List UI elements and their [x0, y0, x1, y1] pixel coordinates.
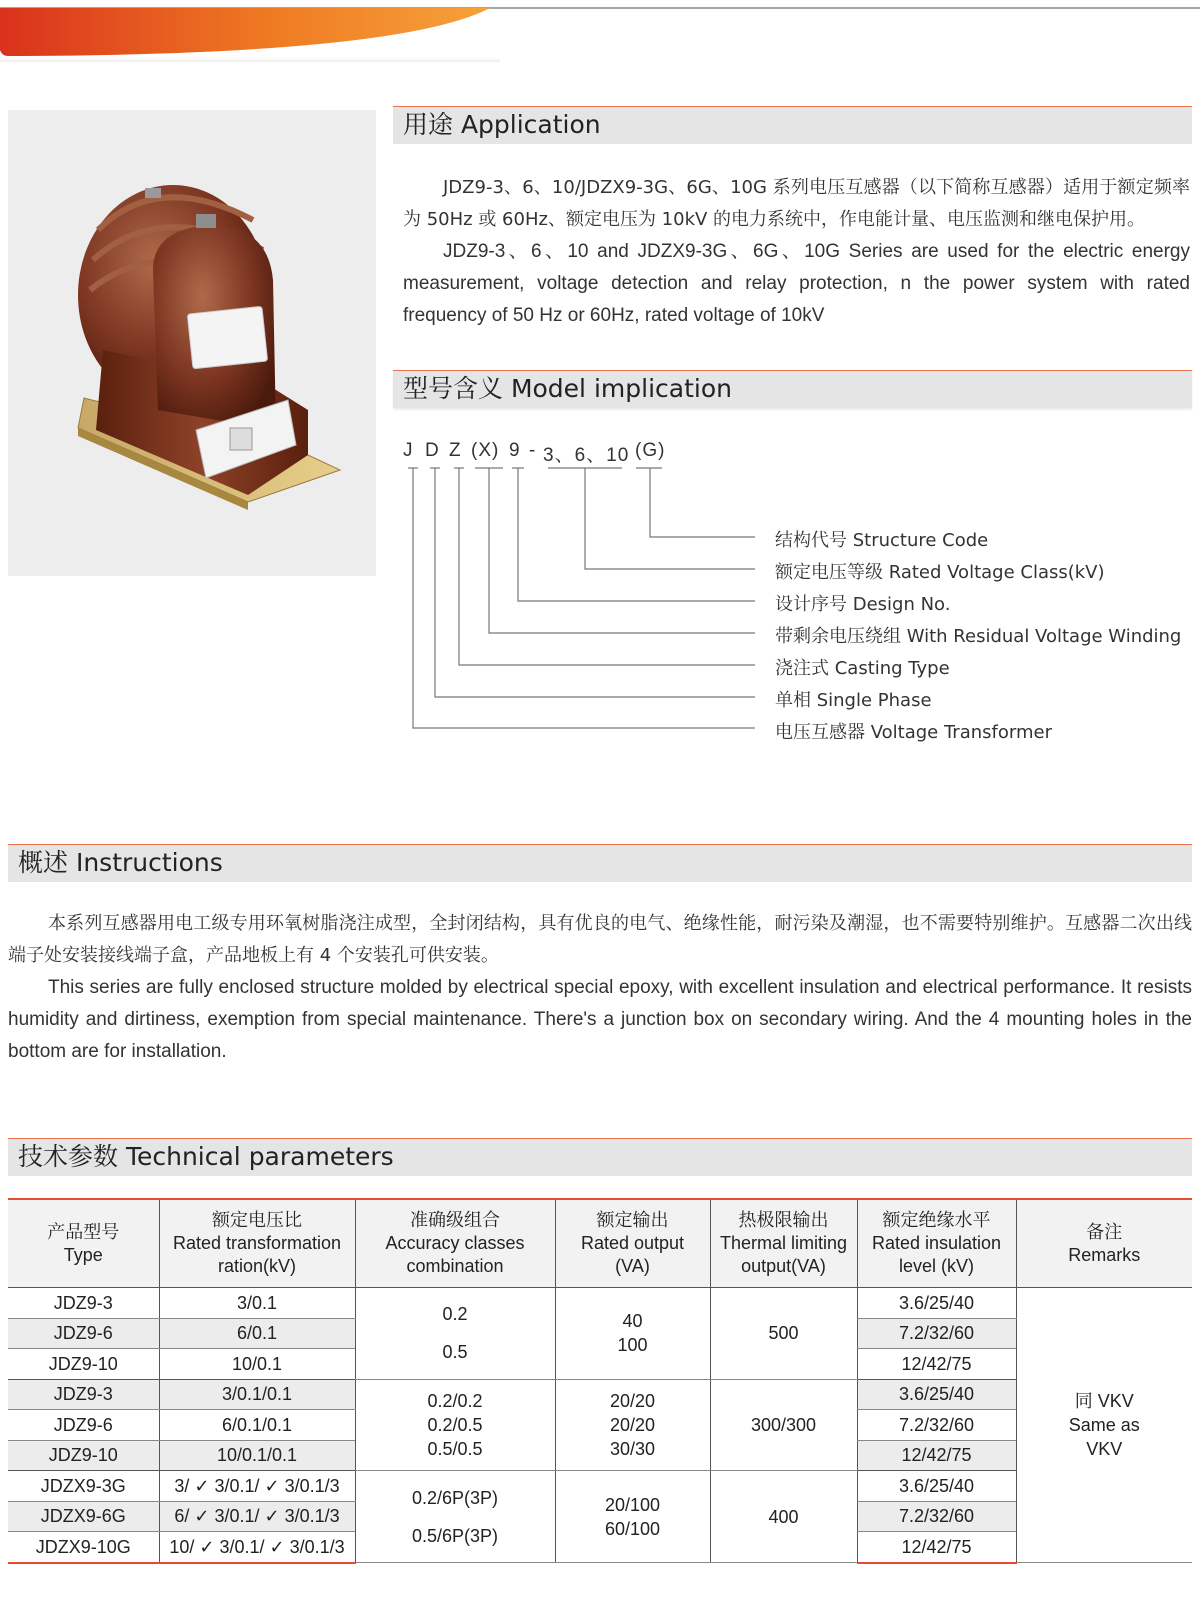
- instructions-text-en: This series are fully enclosed structure molded by electrical special epoxy, with excellent insulation and electrical performance. It resists humidity and dirtiness, exemption from special maintenance. There's a junction box on secondary wiring. And the 4 mounting holes in the bottom are for installation.: [8, 977, 1192, 1062]
- table-header-row: [8, 1199, 1192, 1288]
- label-design-no: 设计序号 Design No.: [775, 594, 951, 615]
- cell-type: JDZX9-10G: [8, 1532, 159, 1563]
- code-9: 9: [509, 440, 521, 461]
- cell-output-group-1: 40 100: [555, 1288, 710, 1380]
- cell-type: JDZ9-10: [8, 1440, 159, 1471]
- cell-type: JDZX9-3G: [8, 1471, 159, 1502]
- cell-insulation: 7.2/32/60: [857, 1501, 1016, 1532]
- instructions-text-cn: 本系列互感器用电工级专用环氧树脂浇注成型，全封闭结构，具有优良的电气、绝缘性能，耐污染及潮湿，也不需要特别维护。互感器二次出线端子处安装接线端子盒，产品地板上有 4 个安装孔可供安装。: [8, 913, 1192, 966]
- cell-thermal-group-2: 300/300: [710, 1379, 857, 1471]
- cell-type: JDZ9-6: [8, 1318, 159, 1349]
- table-row: [8, 1471, 1192, 1502]
- parameters-table: [8, 1198, 1192, 1564]
- header-remarks: 备注 Remarks: [1016, 1199, 1192, 1288]
- header-ratio: 额定电压比 Rated transformation ration(kV): [159, 1199, 355, 1288]
- cell-accuracy-group-3: 0.2/6P(3P) 0.5/6P(3P): [355, 1471, 555, 1563]
- cell-accuracy-group-1: 0.2 0.5: [355, 1288, 555, 1380]
- parameters-heading: 技术参数 Technical parameters: [8, 1138, 1192, 1176]
- label-single-phase: 单相 Single Phase: [775, 690, 932, 711]
- cell-insulation: 7.2/32/60: [857, 1318, 1016, 1349]
- instructions-text: [8, 908, 1192, 1068]
- cell-remarks: 同 VKV Same as VKV: [1016, 1288, 1192, 1563]
- cell-output-group-2: 20/20 20/20 30/30: [555, 1379, 710, 1471]
- label-voltage-transformer: 电压互感器 Voltage Transformer: [775, 722, 1052, 743]
- cell-insulation: 12/42/75: [857, 1532, 1016, 1563]
- cell-ratio: 10/0.1: [159, 1349, 355, 1380]
- code-g: (G): [635, 440, 666, 461]
- label-structure-code: 结构代号 Structure Code: [775, 530, 989, 551]
- cell-type: JDZ9-3: [8, 1379, 159, 1410]
- header-output: 额定输出 Rated output (VA): [555, 1199, 710, 1288]
- header-accuracy: 准确级组合 Accuracy classes combination: [355, 1199, 555, 1288]
- product-photo: [8, 110, 376, 576]
- application-text-cn: JDZ9-3、6、10/JDZX9-3G、6G、10G 系列电压互感器（以下简称互感器）适用于额定频率为 50Hz 或 60Hz、额定电压为 10kV 的电力系统中，作电能计量、电压监测和继电保护用。: [403, 177, 1190, 230]
- label-casting-type: 浇注式 Casting Type: [775, 658, 950, 679]
- cell-type: JDZX9-6G: [8, 1501, 159, 1532]
- label-residual-winding: 带剩余电压绕组 With Residual Voltage Winding: [775, 626, 1182, 647]
- code-z: Z: [449, 440, 462, 461]
- cell-ratio: 3/0.1/0.1: [159, 1379, 355, 1410]
- cell-insulation: 12/42/75: [857, 1349, 1016, 1380]
- cell-ratio: 10/0.1/0.1: [159, 1440, 355, 1471]
- cell-ratio: 3/ ✓ 3/0.1/ ✓ 3/0.1/3: [159, 1471, 355, 1502]
- cell-insulation: 3.6/25/40: [857, 1379, 1016, 1410]
- model-heading: 型号含义 Model implication: [393, 370, 1192, 408]
- code-volt: 3、6、10: [543, 445, 630, 466]
- cell-ratio: 3/0.1: [159, 1288, 355, 1319]
- code-j: J: [403, 440, 414, 461]
- cell-type: JDZ9-6: [8, 1410, 159, 1441]
- cell-insulation: 3.6/25/40: [857, 1471, 1016, 1502]
- header-type: 产品型号 Type: [8, 1199, 159, 1288]
- cell-type: JDZ9-3: [8, 1288, 159, 1319]
- header-insulation: 额定绝缘水平 Rated insulation level (kV): [857, 1199, 1016, 1288]
- header-thermal: 热极限输出 Thermal limiting output(VA): [710, 1199, 857, 1288]
- cell-thermal-group-3: 400: [710, 1471, 857, 1563]
- cell-accuracy-group-2: 0.2/0.2 0.2/0.5 0.5/0.5: [355, 1379, 555, 1471]
- cell-output-group-3: 20/100 60/100: [555, 1471, 710, 1563]
- code-d: D: [425, 440, 440, 461]
- cell-ratio: 6/0.1: [159, 1318, 355, 1349]
- application-heading: 用途 Application: [393, 106, 1192, 144]
- header-banner: [0, 0, 1200, 70]
- application-text: [403, 172, 1190, 332]
- cell-insulation: 3.6/25/40: [857, 1288, 1016, 1319]
- application-text-en: JDZ9-3、6、10 and JDZX9-3G、6G、10G Series are used for the electric energy measurement, voltage detection and relay protection, n the power system with rated frequency of 50 Hz or 60Hz, rated voltage of 10kV: [403, 241, 1190, 326]
- cell-type: JDZ9-10: [8, 1349, 159, 1380]
- cell-ratio: 6/0.1/0.1: [159, 1410, 355, 1441]
- instructions-heading: 概述 Instructions: [8, 844, 1192, 882]
- cell-insulation: 7.2/32/60: [857, 1410, 1016, 1441]
- cell-thermal-group-1: 500: [710, 1288, 857, 1380]
- table-row: [8, 1288, 1192, 1319]
- code-x: (X): [471, 440, 500, 461]
- label-rated-voltage-class: 额定电压等级 Rated Voltage Class(kV): [775, 562, 1105, 583]
- cell-ratio: 6/ ✓ 3/0.1/ ✓ 3/0.1/3: [159, 1501, 355, 1532]
- voltage-transformer-illustration: [8, 110, 376, 576]
- cell-ratio: 10/ ✓ 3/0.1/ ✓ 3/0.1/3: [159, 1532, 355, 1563]
- code-dash: -: [529, 440, 537, 461]
- table-row: [8, 1379, 1192, 1410]
- cell-insulation: 12/42/75: [857, 1440, 1016, 1471]
